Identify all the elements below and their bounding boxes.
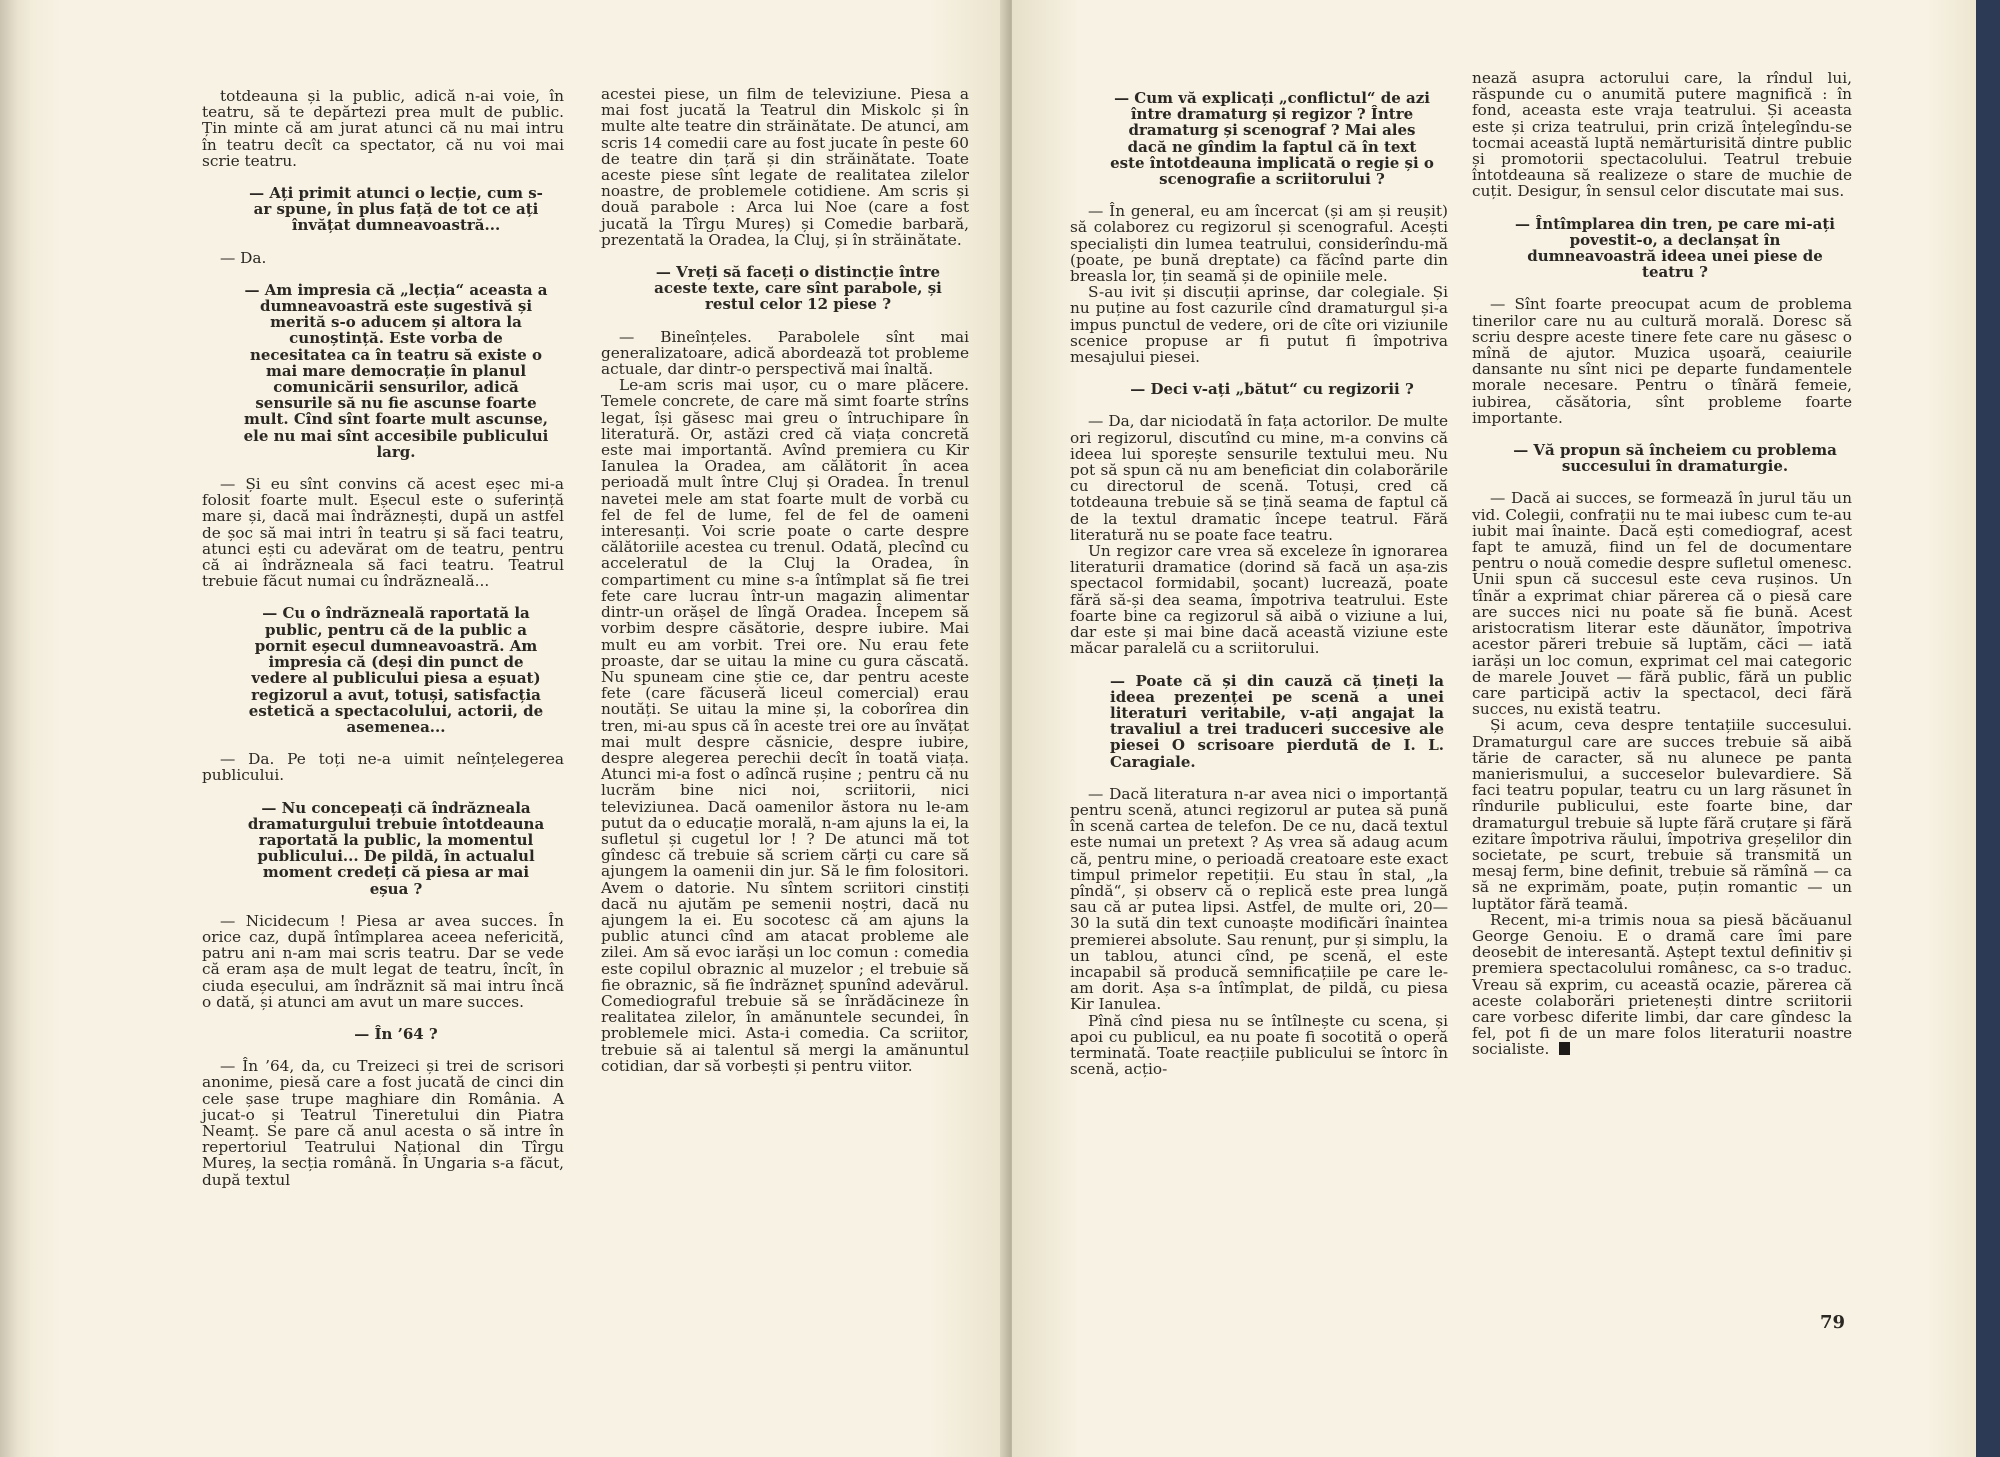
- answer-paragraph: totdeauna și la public, adică n-ai voie, în teatru, să te depărtezi prea mult de public. Țin minte că am jurat atunci că nu mai intru în teatru decît ca spectator, că nu voi mai scrie teatru.: [202, 87, 564, 170]
- answer-paragraph: S-au ivit și discuții aprinse, dar colegiale. Și nu puține au fost cazurile cînd dramaturgul și-a impus punctul de vedere, ori de cîte ori viziunile scenice propuse ar fi putut fi împotriva mesajului piesei.: [1070, 283, 1448, 367]
- answer-paragraph: Le-am scris mai ușor, cu o mare plăcere. Temele concrete, de care mă simt foarte strîns legat, își găsesc mai greu o întruchipare în literatură. Or, astăzi cred că viața concretă este mai importantă. Avînd premiera cu Kir Ianulea la Oradea, am călătorit în acea perioadă mult între Cluj și Oradea. În trenul navetei mele am stat foarte mult de vorbă cu fel de fel de lume, fel de fel de oameni interesanți. Voi scrie poate o carte despre călătoriile acestea cu trenul. Odată, plecînd cu acceleratul de la Cluj la Oradea, în compartiment cu mine s-a întîmplat să fie trei fete care lucrau într-un magazin alimentar dintr-un orășel de lîngă Oradea. Începem să vorbim despre căsătorie, despre iubire. Mai mult eu am vorbit. Trei ore. Nu erau fete proaste, dar se uitau la mine cu gura căscată. Nu spuneam cine știe ce, dar pentru aceste fete (care făcuseră liceul comercial) erau noutăți. Se uitau la mine și, la coborîrea din tren, mi-au spus că în aceste trei ore au învățat mai mult despre căsnicie, despre iubire, despre alegerea perechii decît în toată viața. Atunci mi-a fost o adîncă rușine ; pentru că nu lucrăm bine nici noi, scriitorii, nici televiziunea. Dacă oamenilor ăstora nu le-am putut da o educație morală, n-am ajuns la ei, la sufletul și cugetul lor ! ? De atunci mă tot gîndesc că trebuie să scriem cărți cu care să ajungem la oamenii din jur. Să le fim folositori. Avem o datorie. Nu sîntem scriitori cinstiți dacă nu ajutăm pe semenii noștri, dacă nu ajungem la ei. Eu socotesc că am ajuns la public atunci cînd am atacat probleme ale zilei. Am să evoc iarăși un loc comun : comedia este copilul obraznic al muzelor ; el trebuie să fie obraznic, să fie îndrăzneț spunînd adevărul. Comediograful trebuie să se înrădăcineze în realitatea zilelor, în amănuntele secundei, în problemele mici. Asta-i comedia. Ca scriitor, trebuie să ai talentul să mergi la amănuntul cotidian, dar să vorbești și pentru viitor.: [601, 376, 969, 1075]
- interviewer-question: — Cu o îndrăzneală raportată la public, pentru că de la public a pornit eșecul dumneavoastră. Am impresia că (deși din punct de vedere al publicului piesa a eșuat) regizorul a avut, totuși, satisfacția estetică a spectacolului, actorii, de asemenea...: [248, 604, 544, 736]
- interviewer-question: — Întîmplarea din tren, pe care mi-ați povestit-o, a declanșat în dumneavoastră ideea unei piese de teatru ?: [1515, 214, 1835, 282]
- answer-paragraph: — Da, dar niciodată în fața actorilor. De multe ori regizorul, discutînd cu mine, m-a convins că ideea lui sporește sensurile textului meu. Nu pot să spun că nu am beneficiat din colaborările cu directorul de scenă. Totuși, cred că totdeauna trebuie să se țină seama de faptul că de la textul dramatic începe teatrul. Fără literatură nu se poate face teatru.: [1070, 412, 1448, 544]
- right-page: [1012, 0, 1976, 1457]
- answer-paragraph: Și acum, ceva despre tentațiile succesului. Dramaturgul care are succes trebuie să aibă tărie de caracter, să nu alunece pe panta manierismului, a succeselor bulevardiere. Să faci teatru popular, teatru cu un larg răsunet în rîndurile publicului, este foarte bine, dar dramaturgul trebuie să lupte fără cruțare și fără ezitare împotriva răului, împotriva greșelilor din societate, pe scurt, trebuie să transmită un mesaj ferm, bine definit, trebuie să rămînă — ca să ne exprimăm, poate, puțin romantic — un luptător fără teamă.: [1472, 716, 1852, 913]
- answer-paragraph: — Sînt foarte preocupat acum de problema tinerilor care nu au cultură morală. Doresc să scriu despre aceste tinere fete care nu găsesc o mînă de ajutor. Muzica ușoară, ceaiurile dansante nu sînt nici pe departe fundamentele morale necesare. Pentru o tînără femeie, iubirea, căsătoria, sînt probleme foarte importante.: [1472, 295, 1852, 427]
- answer-paragraph: — Da. Pe toți ne-a uimit neînțelegerea publicului.: [202, 750, 564, 785]
- answer-paragraph: acestei piese, un film de televiziune. Piesa a mai fost jucată la Teatrul din Miskolc și în multe alte teatre din străinătate. De atunci, am scris 14 comedii care au fost jucate în peste 60 de teatre din țară și din străinătate. Toate aceste piese sînt legate de realitatea zilelor noastre, de problemele cotidiene. Am scris și două parabole : Arca lui Noe (care a fost jucată la Tîrgu Mureș) și Comedie barbară, prezentată la Oradea, la Cluj, și în străinătate.: [601, 85, 969, 249]
- interviewer-question: — Vreți să faceți o distincție între aceste texte, care sînt parabole, și restul celor 12 piese ?: [654, 263, 942, 314]
- answer-paragraph: — Și eu sînt convins că acest eșec mi-a folosit foarte mult. Eșecul este o suferință mare și, dacă mai îndrăznești, după un astfel de șoc să mai intri în teatru și să faci teatru, atunci ești cu adevărat om de teatru, pentru că ai îndrăzneala să faci teatru. Teatrul trebuie făcut numai cu îndrăzneală...: [202, 475, 564, 591]
- interviewer-question: — Poate că și din cauză că țineți la ideea prezenței pe scenă a unei literaturi veritabile, v-ați angajat la travaliul a trei traduceri succesive ale piesei O scrisoare pierdută de I. L. Caragiale.: [1110, 671, 1444, 771]
- right-page-column-1: [1070, 74, 1448, 1077]
- answer-paragraph: Pînă cînd piesa nu se întîlnește cu scena, și apoi cu publicul, ea nu poate fi socotită o operă terminată. Toate reacțiile publicului se întorc în scenă, acțio-: [1070, 1011, 1448, 1079]
- answer-paragraph: — În general, eu am încercat (și am și reușit) să colaborez cu regizorul și scenograful. Acești specialiști din lumea teatrului, considerîndu-mă (poate, pe bună dreptate) ca făcînd parte din breasla lor, țin seamă și de opiniile mele.: [1070, 202, 1448, 286]
- left-page-column-1: [202, 88, 564, 1188]
- answer-paragraph: Un regizor care vrea să exceleze în ignorarea literaturii dramatice (dorind să facă un așa-zis spectacol formidabil, șocant) lucrează, poate fără să-și dea seama, împotriva teatrului. Este foarte bine ca regizorul să aibă o viziune a lui, dar este și mai bine dacă această viziune este măcar paralelă cu a scriitorului.: [1070, 542, 1448, 658]
- answer-paragraph: — Nicidecum ! Piesa ar avea succes. În orice caz, după întîmplarea aceea nefericită, patru ani n-am mai scris teatru. Dar se vede că eram așa de mult legat de teatru, încît, în ciuda eșecului, am îndrăznit să mai intru încă o dată, și atunci am avut un mare succes.: [202, 911, 564, 1011]
- answer-paragraph: Recent, mi-a trimis noua sa piesă băcăuanul George Genoiu. E o dramă care îmi pare deosebit de interesantă. Aștept textul definitiv și premiera spectacolului românesc, ca s-o traduc. Vreau să exprim, cu această ocazie, părerea că aceste colaborări prietenești dintre scriitorii care vorbesc diferite limbi, dar care gîndesc la fel, pot fi de un mare folos literaturii noastre socialiste.: [1472, 910, 1852, 1059]
- interviewer-question: — Nu concepeați că îndrăzneala dramaturgului trebuie întotdeauna raportată la public, la momentul publicului... De pildă, în actualul moment credeți că piesa ar mai eșua ?: [247, 798, 545, 898]
- right-page-column-2: [1472, 70, 1852, 1058]
- interviewer-question: — Cum vă explicați „conflictul“ de azi între dramaturg și regizor ? Între dramaturg și scenograf ? Mai ales dacă ne gîndim la faptul că în text este întotdeauna implicată o regie și o scenografie a scriitorului ?: [1110, 89, 1434, 189]
- interviewer-question: — Deci v-ați „bătut“ cu regizorii ?: [1130, 380, 1414, 399]
- answer-paragraph: — În ’64, da, cu Treizeci și trei de scrisori anonime, piesă care a fost jucată de cinci din cele șase trupe maghiare din România. A jucat-o și Teatrul Tineretului din Piatra Neamț. Se pare că anul acesta o să intre în repertoriul Teatrului Național din Tîrgu Mureș, la secția română. În Ungaria s-a făcut, după textul: [202, 1057, 564, 1189]
- interviewer-question: — Vă propun să încheiem cu problema succesului în dramaturgie.: [1513, 441, 1837, 476]
- book-cover-edge: [1974, 0, 2000, 1457]
- interviewer-question: — Ați primit atunci o lecție, cum s-ar spune, în plus față de tot ce ați învățat dumneavoastră...: [249, 184, 543, 235]
- answer-paragraph: — Da.: [220, 248, 267, 267]
- answer-paragraph: — Dacă literatura n-ar avea nici o importanță pentru scenă, atunci regizorul ar putea să pună în scenă cartea de telefon. De ce nu, dacă textul este numai un pretext ? Aș vrea să adaug acum că, pentru mine, o perioadă creatoare este exact timpul primelor repetiții. Eu stau în stal, „la pîndă“, și observ că o replică este prea lungă sau că ar putea lipsi. Astfel, de multe ori, 20—30 la sută din text cunoaște modificări înaintea premierei absolute. Sau renunț, pur și simplu, la un tablou, atunci cînd, pe scenă, el este incapabil să producă semnificațiile pe care le-am dorit. Așa s-a întîmplat, de pildă, cu piesa Kir Ianulea.: [1070, 784, 1448, 1014]
- answer-paragraph: — Dacă ai succes, se formează în jurul tău un vid. Colegii, confrații nu te mai iubesc cum te-au iubit mai înainte. Dacă ești comediograf, acest fapt te amuză, fiind un fel de documentare pentru o nouă comedie despre sufletul omenesc. Unii spun că succesul este ceva rușinos. Un tînăr a exprimat chiar părerea că o piesă care are succes nici nu poate să fie bună. Acest aristocratism literar este dăunător, împotriva acestor păreri trebuie să luptăm, căci — iată iarăși un loc comun, exprimat cel mai categoric de marele Jouvet — fără public, fără un public care participă activ la spectacol, deci fără succes, nu există teatru.: [1472, 489, 1852, 719]
- answer-paragraph: nează asupra actorului care, la rîndul lui, răspunde cu o anumită putere magnifică : în fond, aceasta este vraja teatrului. Și aceasta este și criza teatrului, prin criză înțelegîndu-se tocmai această luptă nemărturisită dintre public și promotorii spectacolului. Teatrul trebuie întotdeauna să realizeze o stare de muchie de cuțit. Desigur, în sensul celor discutate mai sus.: [1472, 69, 1852, 201]
- page-edge: [0, 0, 30, 1457]
- page-number: 79: [1820, 1312, 1846, 1333]
- interviewer-question: — În ’64 ?: [354, 1024, 438, 1043]
- interviewer-question: — Am impresia că „lecția“ aceasta a dumneavoastră este sugestivă și merită s-o aducem și altora la cunoștință. Este vorba de necesitatea ca în teatru să existe o mai mare democrație în planul comunicării sensurilor, adică sensurile să nu fie ascunse foarte mult. Cînd sînt foarte mult ascunse, ele nu mai sînt accesibile publicului larg.: [243, 280, 549, 461]
- answer-paragraph: — Bineînțeles. Parabolele sînt mai generalizatoare, adică abordează tot probleme actuale, dar dintr-o perspectivă mai înaltă.: [601, 327, 969, 379]
- left-page-column-2: [601, 86, 969, 1074]
- end-of-article-mark: [1559, 1042, 1570, 1055]
